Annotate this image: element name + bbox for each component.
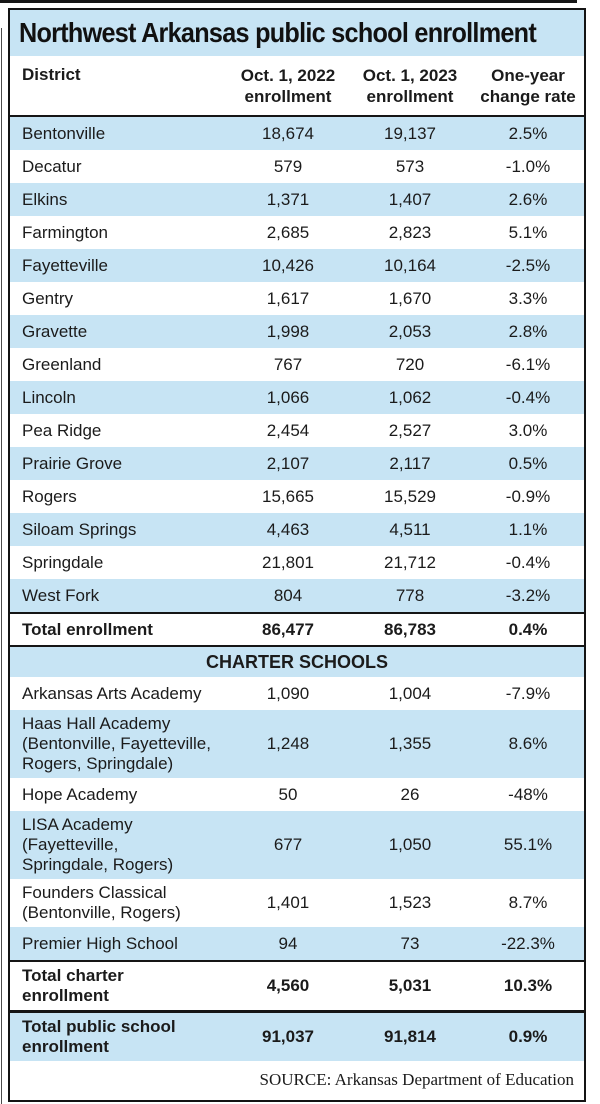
enrollment-2023: 720: [395, 354, 425, 374]
enrollment-2022: 804: [273, 585, 303, 605]
table-title-bar: [10, 10, 584, 56]
table-row: [10, 183, 584, 216]
row-name: Founders Classical (Bentonville, Rogers): [22, 883, 181, 922]
table-row: [10, 381, 584, 414]
enrollment-2023: 1,050: [388, 835, 432, 854]
source-text: SOURCE: Arkansas Department of Education: [259, 1070, 574, 1089]
table-row: [10, 677, 584, 710]
table-row: [10, 447, 584, 480]
table-body: [10, 117, 584, 1061]
row-name: Elkins: [22, 189, 68, 209]
change-rate: 3.3%: [508, 288, 548, 308]
column-header-2022-line1: Oct. 1, 2022: [240, 66, 336, 85]
column-header-2022-enrollment: [228, 65, 348, 107]
table-header-row: [10, 56, 584, 117]
change-rate: 10.3%: [503, 976, 553, 995]
change-rate: 2.5%: [508, 123, 548, 143]
change-rate: 2.6%: [508, 189, 548, 209]
enrollment-2022: 4,463: [266, 519, 310, 539]
table-row: [10, 1010, 584, 1061]
enrollment-2023: 86,783: [384, 619, 436, 639]
section-header-row: [10, 645, 584, 677]
enrollment-2023: 5,031: [388, 976, 432, 995]
table-row: [10, 315, 584, 348]
change-rate: -1.0%: [505, 156, 551, 176]
column-header-2023-enrollment: [348, 65, 472, 107]
table-row: [10, 348, 584, 381]
page-edge-rule-left: [1, 28, 2, 1104]
table-row: [10, 778, 584, 811]
table-row: [10, 612, 584, 645]
enrollment-2023: 2,117: [389, 453, 431, 473]
change-rate: 0.5%: [508, 453, 548, 473]
change-rate: 5.1%: [508, 222, 548, 242]
table-row: [10, 414, 584, 447]
row-name: Total charter enrollment: [22, 966, 124, 1005]
table-row: [10, 216, 584, 249]
row-name: Siloam Springs: [22, 519, 137, 539]
row-name: Hope Academy: [22, 784, 138, 804]
enrollment-2023: 91,814: [384, 1027, 436, 1046]
enrollment-2022: 86,477: [262, 619, 314, 639]
column-header-2022-line2: enrollment: [244, 87, 332, 106]
change-rate: 3.0%: [508, 420, 548, 440]
row-name: Fayetteville: [22, 255, 108, 275]
change-rate: 0.4%: [508, 619, 548, 639]
enrollment-2022: 15,665: [262, 486, 314, 506]
enrollment-2022: 1,371: [266, 189, 310, 209]
table-row: [10, 579, 584, 612]
row-name: Decatur: [22, 156, 82, 176]
change-rate: -3.2%: [505, 585, 551, 605]
enrollment-2023: 2,527: [388, 420, 432, 440]
enrollment-2023: 2,053: [388, 321, 432, 341]
enrollment-2022: 21,801: [262, 552, 314, 572]
row-name: Premier High School: [22, 933, 178, 953]
change-rate: 1.1%: [508, 519, 548, 539]
enrollment-2023: 10,164: [384, 255, 436, 275]
table-row: [10, 249, 584, 282]
page-title: Northwest Arkansas public school enrollment: [19, 17, 537, 48]
row-name: Greenland: [22, 354, 102, 374]
enrollment-2023: 573: [395, 156, 425, 176]
row-name: West Fork: [22, 585, 100, 605]
column-header-district: District: [22, 65, 81, 84]
table-row: [10, 879, 584, 927]
enrollment-2023: 15,529: [384, 486, 436, 506]
page-edge-rule-top: [0, 0, 577, 3]
enrollment-2023: 4,511: [389, 519, 431, 539]
enrollment-2022: 1,401: [266, 893, 310, 912]
row-name: Gravette: [22, 321, 88, 341]
row-name: Farmington: [22, 222, 108, 242]
row-name: Arkansas Arts Academy: [22, 683, 202, 703]
enrollment-2023: 1,004: [388, 683, 432, 703]
enrollment-2023: 21,712: [384, 552, 436, 572]
change-rate: -48%: [508, 784, 548, 804]
enrollment-2022: 1,066: [266, 387, 310, 407]
table-row: [10, 282, 584, 315]
enrollment-2022: 1,090: [266, 683, 310, 703]
change-rate: -22.3%: [501, 933, 555, 953]
row-name: Rogers: [22, 486, 77, 506]
enrollment-2022: 2,454: [266, 420, 310, 440]
row-name: Pea Ridge: [22, 420, 102, 440]
row-name: Springdale: [22, 552, 104, 572]
enrollment-2023: 26: [400, 784, 420, 804]
enrollment-2023: 1,355: [388, 734, 432, 753]
enrollment-2022: 18,674: [262, 123, 314, 143]
change-rate: 2.8%: [508, 321, 548, 341]
row-name: Lincoln: [22, 387, 76, 407]
enrollment-2022: 91,037: [262, 1027, 314, 1046]
change-rate: -2.5%: [505, 255, 551, 275]
change-rate: 55.1%: [503, 835, 553, 854]
row-name: Haas Hall Academy (Bentonville, Fayetteville, Rogers, Springdale): [22, 714, 211, 773]
column-header-2023-line1: Oct. 1, 2023: [362, 66, 458, 85]
column-header-change-line1: One-year: [491, 66, 565, 85]
enrollment-2022: 767: [273, 354, 303, 374]
table-row: [10, 480, 584, 513]
change-rate: -0.9%: [505, 486, 551, 506]
enrollment-2023: 19,137: [384, 123, 436, 143]
enrollment-2023: 778: [395, 585, 425, 605]
enrollment-2022: 1,248: [266, 734, 310, 753]
row-name: LISA Academy (Fayetteville, Springdale, Rogers): [22, 815, 174, 874]
table-row: [10, 513, 584, 546]
enrollment-2022: 1,998: [266, 321, 310, 341]
change-rate: 8.7%: [508, 893, 548, 912]
enrollment-2022: 4,560: [266, 976, 310, 995]
enrollment-2022: 50: [278, 784, 298, 804]
source-row: [10, 1061, 584, 1100]
enrollment-2022: 2,107: [266, 453, 310, 473]
table-row: [10, 960, 584, 1010]
enrollment-2022: 2,685: [266, 222, 310, 242]
column-header-change-line2: change rate: [480, 87, 576, 106]
table-row: [10, 927, 584, 960]
table-row: [10, 710, 584, 778]
change-rate: -0.4%: [505, 552, 551, 572]
table-row: [10, 117, 584, 150]
table-row: [10, 150, 584, 183]
table-row: [10, 811, 584, 879]
enrollment-table: [8, 8, 586, 1102]
row-name: Bentonville: [22, 123, 106, 143]
row-name: Gentry: [22, 288, 74, 308]
enrollment-2023: 1,407: [388, 189, 432, 209]
change-rate: 0.9%: [508, 1027, 548, 1046]
enrollment-2022: 94: [278, 933, 298, 953]
enrollment-2022: 10,426: [262, 255, 314, 275]
enrollment-2023: 2,823: [388, 222, 432, 242]
change-rate: 8.6%: [508, 734, 548, 753]
column-header-2023-line2: enrollment: [366, 87, 454, 106]
change-rate: -0.4%: [505, 387, 551, 407]
enrollment-2022: 1,617: [266, 288, 310, 308]
enrollment-2022: 677: [273, 835, 303, 854]
row-name: Prairie Grove: [22, 453, 123, 473]
section-title: CHARTER SCHOOLS: [205, 651, 388, 672]
column-header-change-rate: [472, 65, 584, 107]
row-name: Total public school enrollment: [22, 1017, 176, 1056]
change-rate: -6.1%: [505, 354, 551, 374]
table-row: [10, 546, 584, 579]
enrollment-2023: 1,062: [388, 387, 432, 407]
change-rate: -7.9%: [505, 683, 551, 703]
enrollment-2023: 1,670: [388, 288, 432, 308]
enrollment-2022: 579: [273, 156, 303, 176]
enrollment-2023: 73: [400, 933, 420, 953]
row-name: Total enrollment: [22, 619, 153, 639]
enrollment-2023: 1,523: [388, 893, 432, 912]
